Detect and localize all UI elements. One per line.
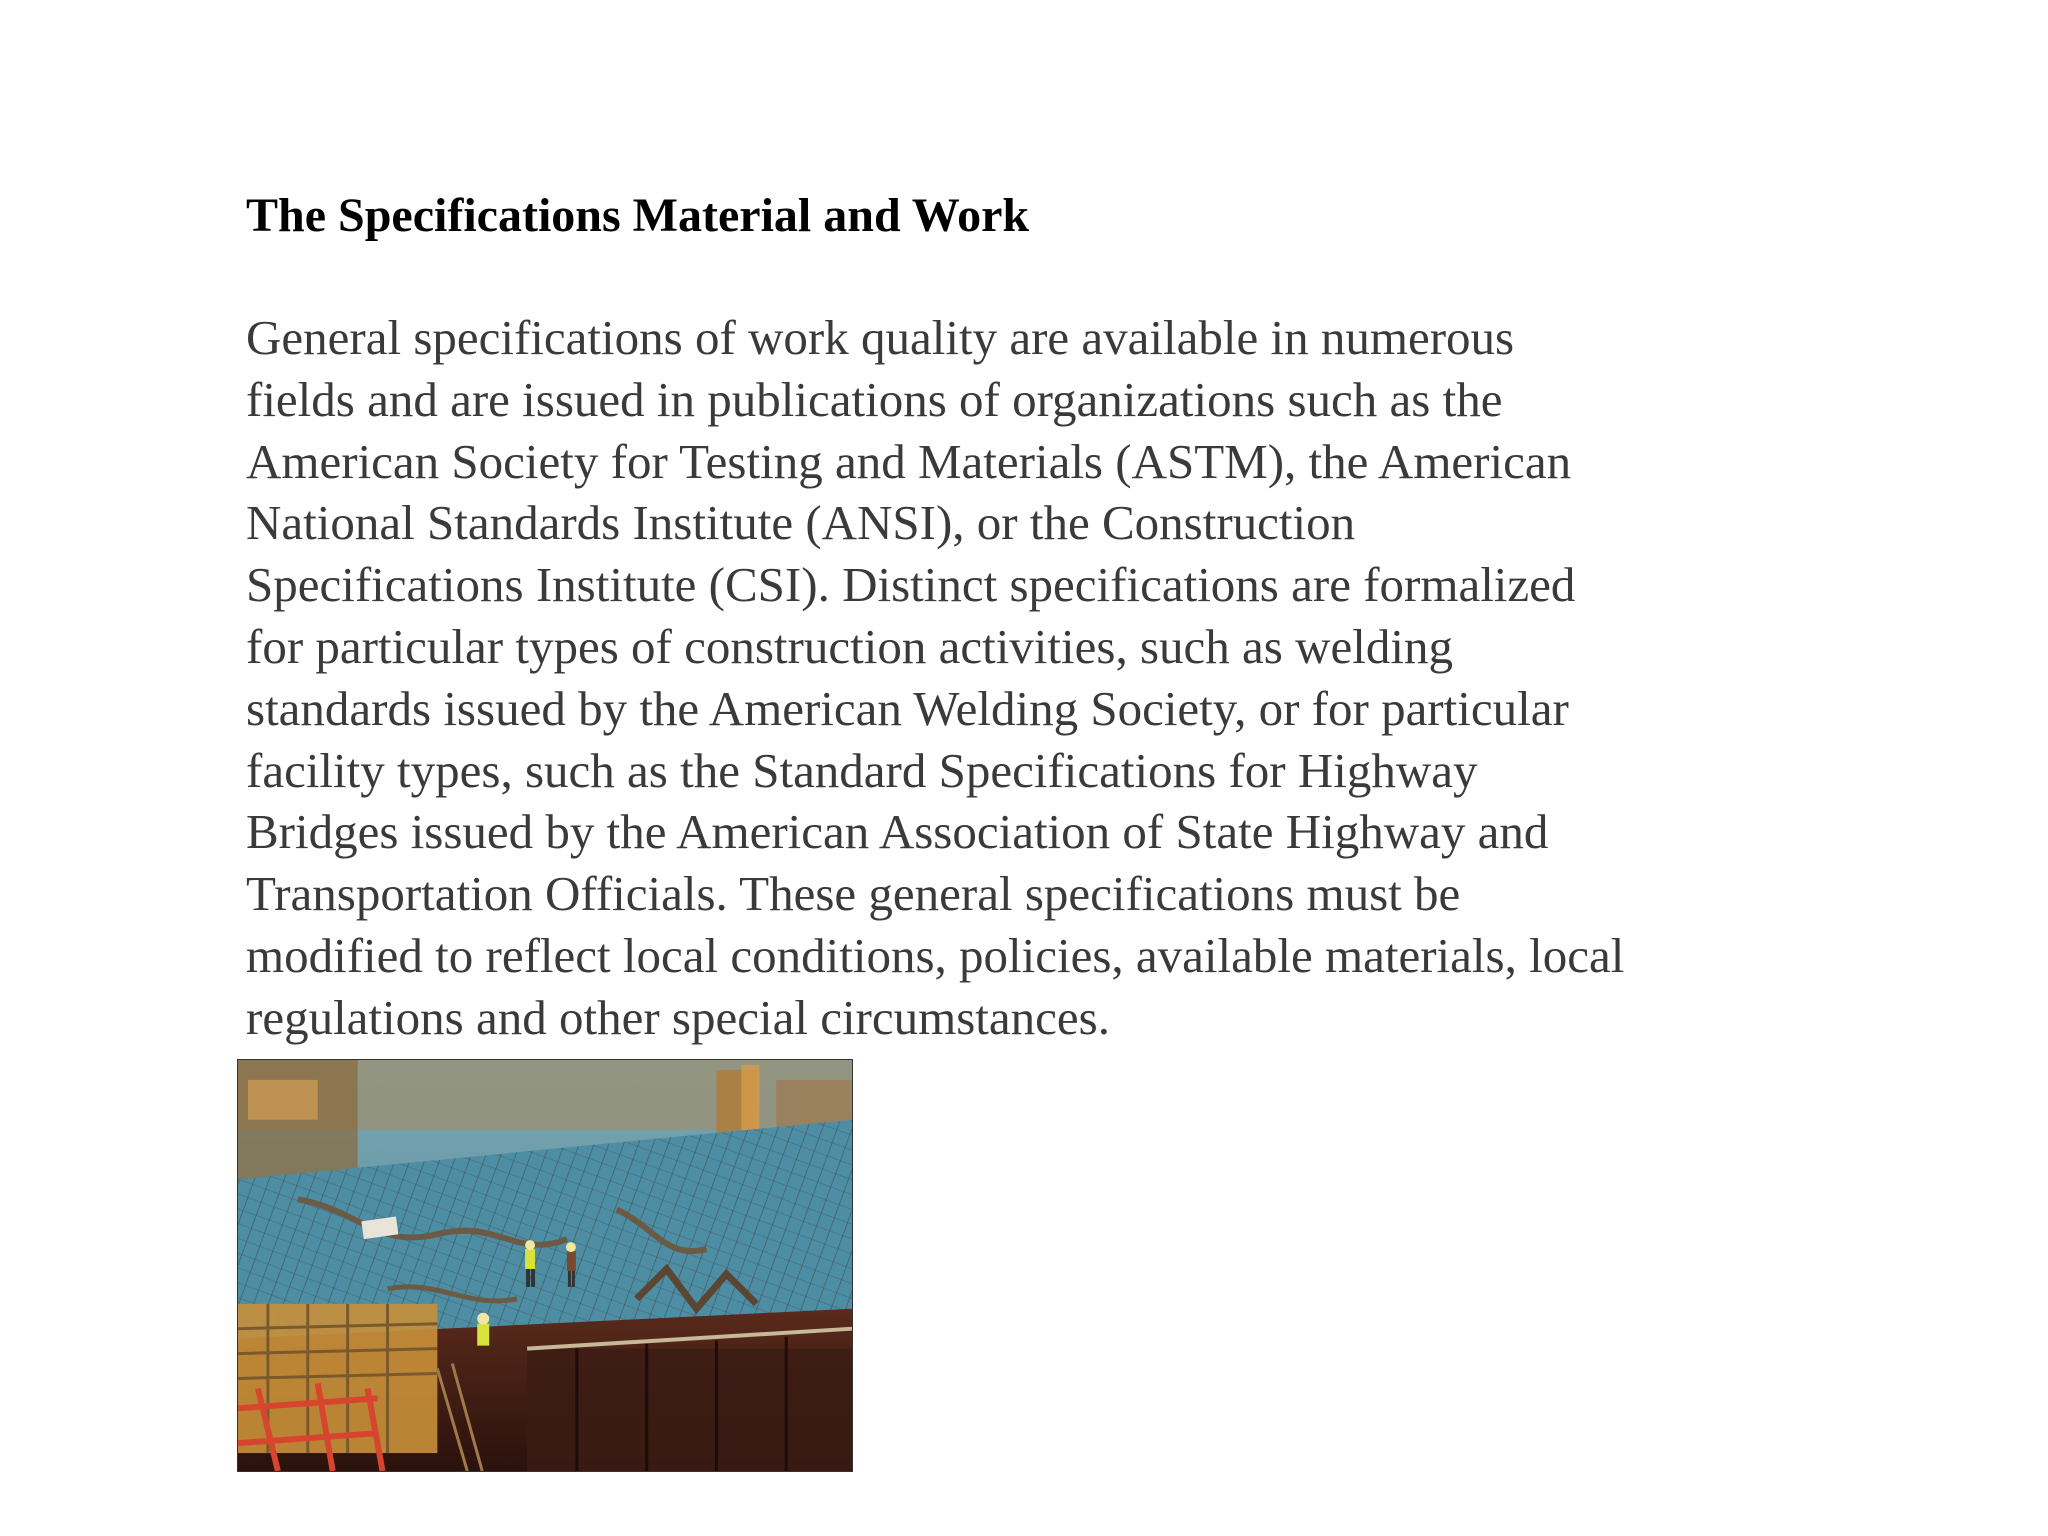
body-line: for particular types of construction activities, such as welding [246,618,1453,674]
construction-site-photo [237,1059,853,1472]
body-line: American Society for Testing and Materials (ASTM), the American [246,433,1572,489]
body-line: modified to reflect local conditions, policies, available materials, local [246,927,1625,983]
body-line: regulations and other special circumstances. [246,989,1110,1045]
body-line: Specifications Institute (CSI). Distinct specifications are formalized [246,557,1576,613]
body-line: General specifications of work quality are available in numerous [246,310,1515,365]
body-line: standards issued by the American Welding Society, or for particular [246,680,1569,736]
construction-photo-illustration [238,1060,852,1471]
slide-title: The Specifications Material and Work [246,189,1030,242]
body-paragraph [246,307,1766,1049]
body-line: Bridges issued by the American Association of State Highway and [246,804,1549,860]
body-line: facility types, such as the Standard Specifications for Highway [246,742,1478,798]
body-line: Transportation Officials. These general specifications must be [246,866,1461,922]
body-line: National Standards Institute (ANSI), or the Construction [246,495,1356,551]
body-line: fields and are issued in publications of organizations such as the [246,371,1503,427]
